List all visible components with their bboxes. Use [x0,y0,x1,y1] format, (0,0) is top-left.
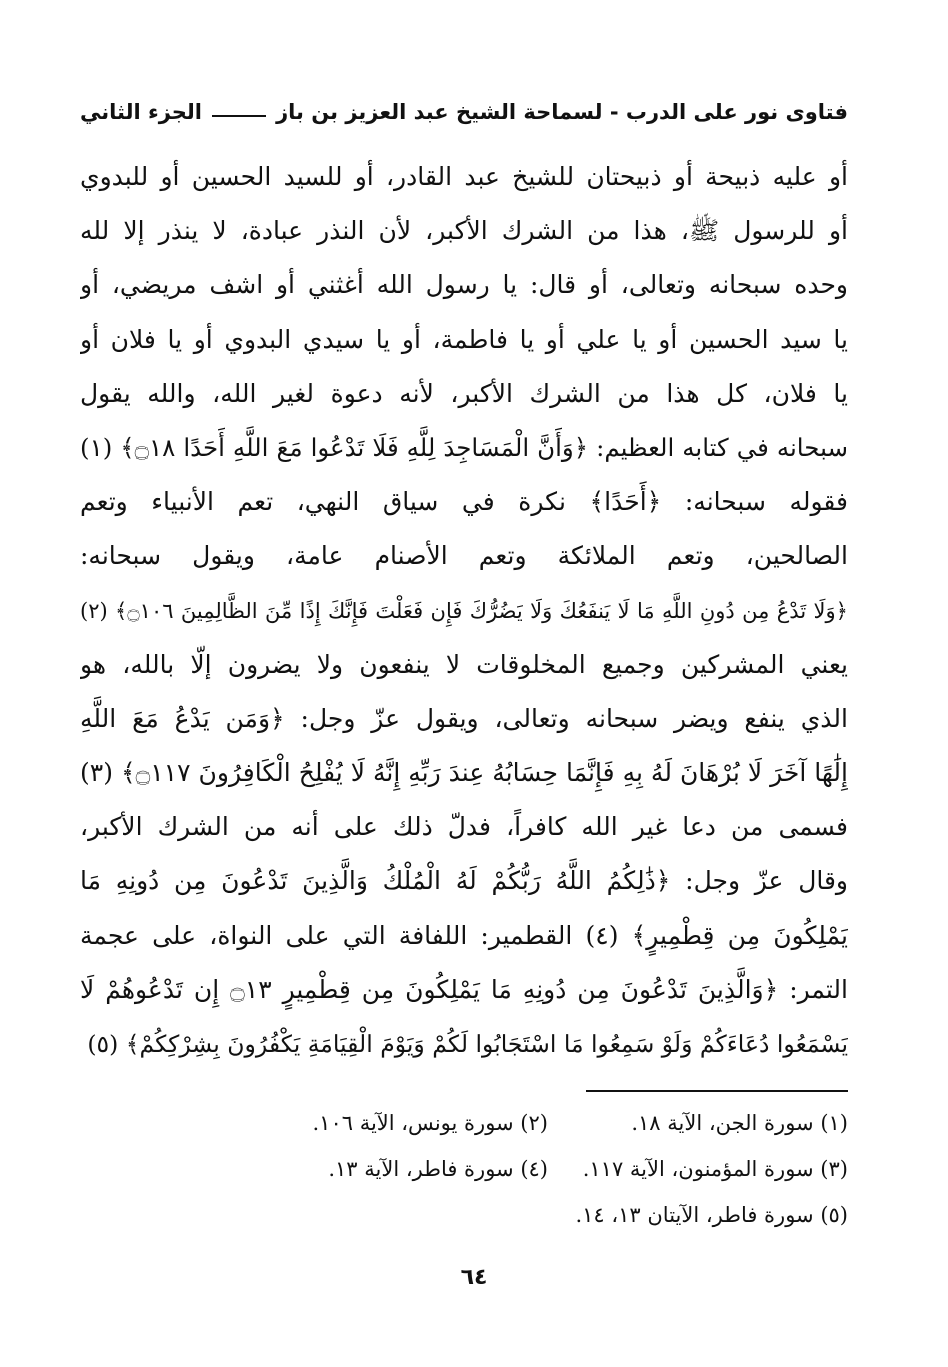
text-line: الصالحين، وتعم الملائكة وتعم الأصنام عامة، ويقول سبحانه: [80,541,848,571]
footnote: (٤) سورة فاطر، الآية ١٣. [328,1157,548,1181]
footnotes [80,1100,848,1238]
page-number: ٦٤ [460,1265,488,1290]
footnote-row [80,1100,848,1146]
text-line: يَمْلِكُونَ مِن قِطْمِيرٍ﴾ (٤) القطمير: اللفافة التي على النواة، على عجمة [80,920,848,950]
footnote: (٣) سورة المؤمنون، الآية ١١٧. [582,1157,848,1181]
header-rule [212,115,266,117]
running-header [80,92,848,132]
text-line: يعني المشركين وجميع المخلوقات لا ينفعون ولا يضرون إلّا بالله، هو [80,649,848,679]
text-line: وحده سبحانه وتعالى، أو قال: يا رسول الله أغثني أو اشف مريضي، أو [80,270,848,300]
text-line: فقوله سبحانه: ﴿أَحَدًا﴾ نكرة في سياق النهي، تعم الأنبياء وتعم [80,487,848,517]
footnote-divider [586,1090,848,1092]
body-text [80,150,848,1071]
footnote-row [80,1146,848,1192]
text-line: التمر: ﴿وَالَّذِينَ تَدْعُونَ مِن دُونِهِ مَا يَمْلِكُونَ مِن قِطْمِيرٍ ۝١٣ إِن تَدْعُوهُمْ لَا [80,974,848,1004]
text-line: يا سيد الحسين أو يا علي أو يا فاطمة، أو يا سيدي البدوي أو يا فلان أو [80,324,848,354]
text-line: وقال عزّ وجل: ﴿ذَٰلِكُمُ اللَّهُ رَبُّكُمْ لَهُ الْمُلْكُ وَالَّذِينَ تَدْعُونَ مِن دُونِهِ مَا [80,866,848,896]
footnote: (١) سورة الجن، الآية ١٨. [631,1111,848,1135]
text-line: أو عليه ذبيحة أو ذبيحتان للشيخ عبد القادر، أو للسيد الحسين أو للبدوي [80,162,848,191]
text-line: يا فلان، كل هذا من الشرك الأكبر، لأنه دعوة لغير الله، والله يقول [80,378,848,408]
text-line: أو للرسول ﷺ، هذا من الشرك الأكبر، لأن النذر عبادة، لا ينذر إلا لله [80,216,848,246]
text-line: يَسْمَعُوا دُعَاءَكُمْ وَلَوْ سَمِعُوا مَا اسْتَجَابُوا لَكُمْ وَيَوْمَ الْقِيَامَةِ يَكْفُرُونَ بِشِرْكِكُمْ﴾ (٥) [87,1030,848,1058]
text-line: ﴿وَلَا تَدْعُ مِن دُونِ اللَّهِ مَا لَا يَنفَعُكَ وَلَا يَضُرُّكَ فَإِن فَعَلْتَ فَإِنَّكَ إِذًا مِّنَ الظَّالِمِينَ ۝١٠٦﴾ (٢) [80,598,848,623]
footnote: (٢) سورة يونس، الآية ١٠٦. [312,1111,548,1135]
footnote-row [80,1192,848,1238]
header-book-title: فتاوى نور على الدرب - لسماحة الشيخ عبد العزيز بن باز [276,100,848,124]
header-volume: الجزء الثاني [80,100,203,124]
text-line: الذي ينفع ويضر سبحانه وتعالى، ويقول عزّ وجل: ﴿وَمَن يَدْعُ مَعَ اللَّهِ [80,703,848,733]
text-line: إِلَٰهًا آخَرَ لَا بُرْهَانَ لَهُ بِهِ فَإِنَّمَا حِسَابُهُ عِندَ رَبِّهِ إِنَّهُ لَا يُفْلِحُ الْكَافِرُونَ ۝١١٧﴾ (٣) [80,758,848,788]
text-line: فسمى من دعا غير الله كافراً، فدلّ ذلك على أنه من الشرك الأكبر، [80,812,848,842]
text-line: سبحانه في كتابه العظيم: ﴿وَأَنَّ الْمَسَاجِدَ لِلَّهِ فَلَا تَدْعُوا مَعَ اللَّهِ أَحَدًا ۝١٨﴾ (١) [80,432,848,462]
footnote: (٥) سورة فاطر، الآيتان ١٣، ١٤. [575,1203,848,1227]
